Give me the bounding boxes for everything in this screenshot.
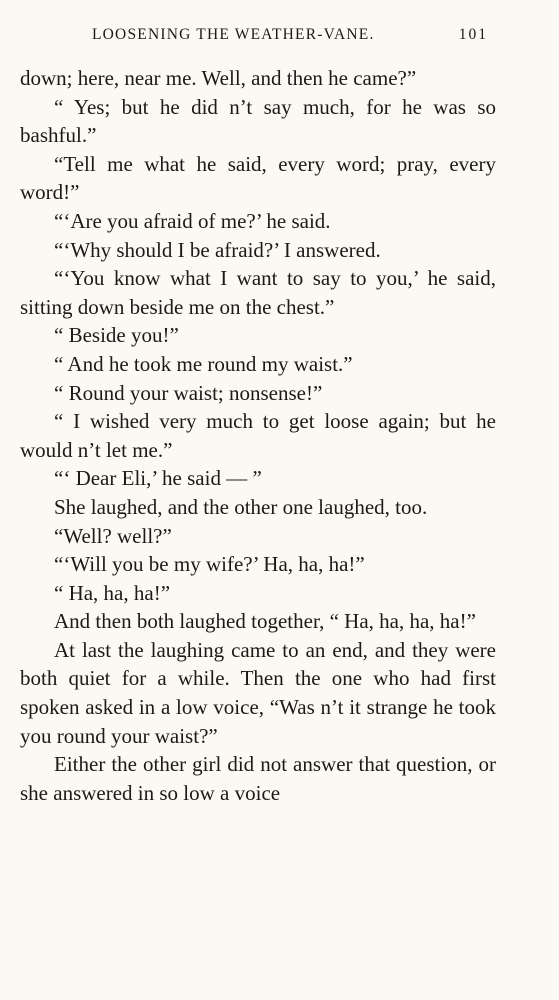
paragraph: “ Beside you!”: [54, 323, 179, 348]
paragraph: “Tell me what he said, every word; pray, every word!”: [20, 151, 496, 205]
paragraph: She laughed, and the other one laughed, too.: [54, 494, 428, 519]
paragraph: “‘ Dear Eli,’ he said — ”: [54, 466, 262, 491]
paragraph: “Well? well?”: [54, 523, 172, 548]
paragraph: “ Yes; but he did n’t say much, for he was so bashful.”: [20, 94, 496, 148]
paragraph: “‘Why should I be afraid?’ I answered.: [54, 237, 381, 262]
body-text: [20, 64, 496, 807]
paragraph: And then both laughed together, “ Ha, ha, ha, ha!”: [54, 609, 476, 634]
paragraph: “‘Will you be my wife?’ Ha, ha, ha!”: [54, 552, 365, 577]
paragraph: “‘You know what I want to say to you,’ he said, sitting down beside me on the chest.”: [20, 266, 496, 319]
paragraph: “ I wished very much to get loose again; but he would n’t let me.”: [20, 409, 496, 462]
paragraph: down; here, near me. Well, and then he came?”: [20, 66, 417, 90]
paragraph: “‘Are you afraid of me?’ he said.: [54, 208, 331, 233]
paragraph: At last the laughing came to an end, and they were both quiet for a while. Then the one who had first spoken asked in a low voice, “Was n’t it strange he took you round your waist?”: [20, 637, 496, 748]
running-title: LOOSENING THE WEATHER-VANE.: [92, 26, 375, 43]
paragraph: Either the other girl did not answer that question, or she answered in so low a voice: [20, 752, 496, 805]
running-head: [92, 26, 488, 48]
paragraph: “ Round your waist; nonsense!”: [54, 380, 323, 405]
paragraph: “ Ha, ha, ha!”: [54, 580, 171, 605]
paragraph: “ And he took me round my waist.”: [54, 351, 353, 376]
page-number: 101: [458, 26, 488, 43]
